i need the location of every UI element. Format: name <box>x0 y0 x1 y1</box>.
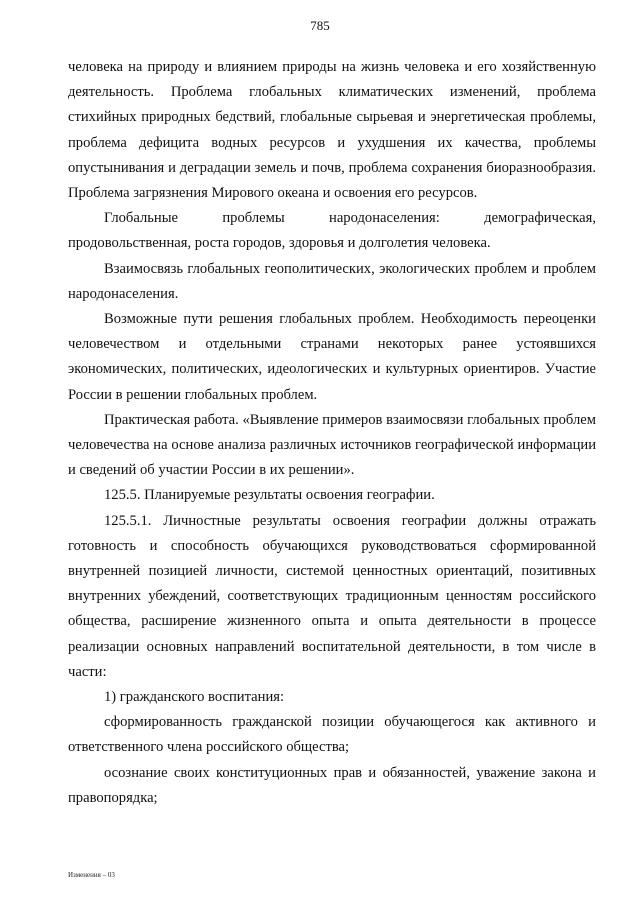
paragraph-global-problems-continuation: человека на природу и влиянием природы на жизнь человека и его хозяйственную деятельность. Проблема глобальных климатических изменений, проблема стихийных природных бедствий, глобальные сырьевая и энергетическая проблемы, проблема дефицита водных ресурсов и ухудшения их качества, проблемы опустынивания и деградации земель и почв, проблема сохранения биоразнообразия. Проблема загрязнения Мирового океана и освоения его ресурсов. <box>68 59 596 202</box>
page-number: 785 <box>310 18 330 33</box>
document-body <box>68 55 596 811</box>
paragraph-practical-work: Практическая работа. «Выявление примеров взаимосвязи глобальных проблем человечества на основе анализа различных источников географической информации и сведений об участии России в их решении». <box>68 411 596 479</box>
section-heading-planned-results: 125.5. Планируемые результаты освоения географии. <box>104 487 435 504</box>
footer-revision-note: Изменения – 03 <box>68 871 115 879</box>
paragraph-solutions: Возможные пути решения глобальных проблем. Необходимость переоценки человечеством и отдельными странами некоторых ранее устоявшихся экономических, политических, идеологических и культурных ориентиров. Участие России в решении глобальных проблем. <box>68 311 596 403</box>
paragraph-constitutional-rights: осознание своих конституционных прав и обязанностей, уважение закона и правопорядка; <box>68 764 596 806</box>
paragraph-personal-results: 125.5.1. Личностные результаты освоения географии должны отражать готовность и способность обучающихся руководствоваться сформированной внутренней позицией личности, системой ценностных ориентаций, позитивных внутренних убеждений, соответствующих традиционным ценностям российского общества, расширение жизненного опыта и опыта деятельности в процессе реализации основных направлений воспитательной деятельности, в том числе в части: <box>68 512 596 680</box>
paragraph-civic-position: сформированность гражданской позиции обучающегося как активного и ответственного члена российского общества; <box>68 714 596 756</box>
paragraph-interrelation: Взаимосвязь глобальных геополитических, экологических проблем и проблем народонаселения. <box>68 260 596 302</box>
paragraph-population-problems: Глобальные проблемы народонаселения: демографическая, продовольственная, роста городов, здоровья и долголетия человека. <box>68 210 596 252</box>
list-item-civic-education: 1) гражданского воспитания: <box>104 689 285 706</box>
